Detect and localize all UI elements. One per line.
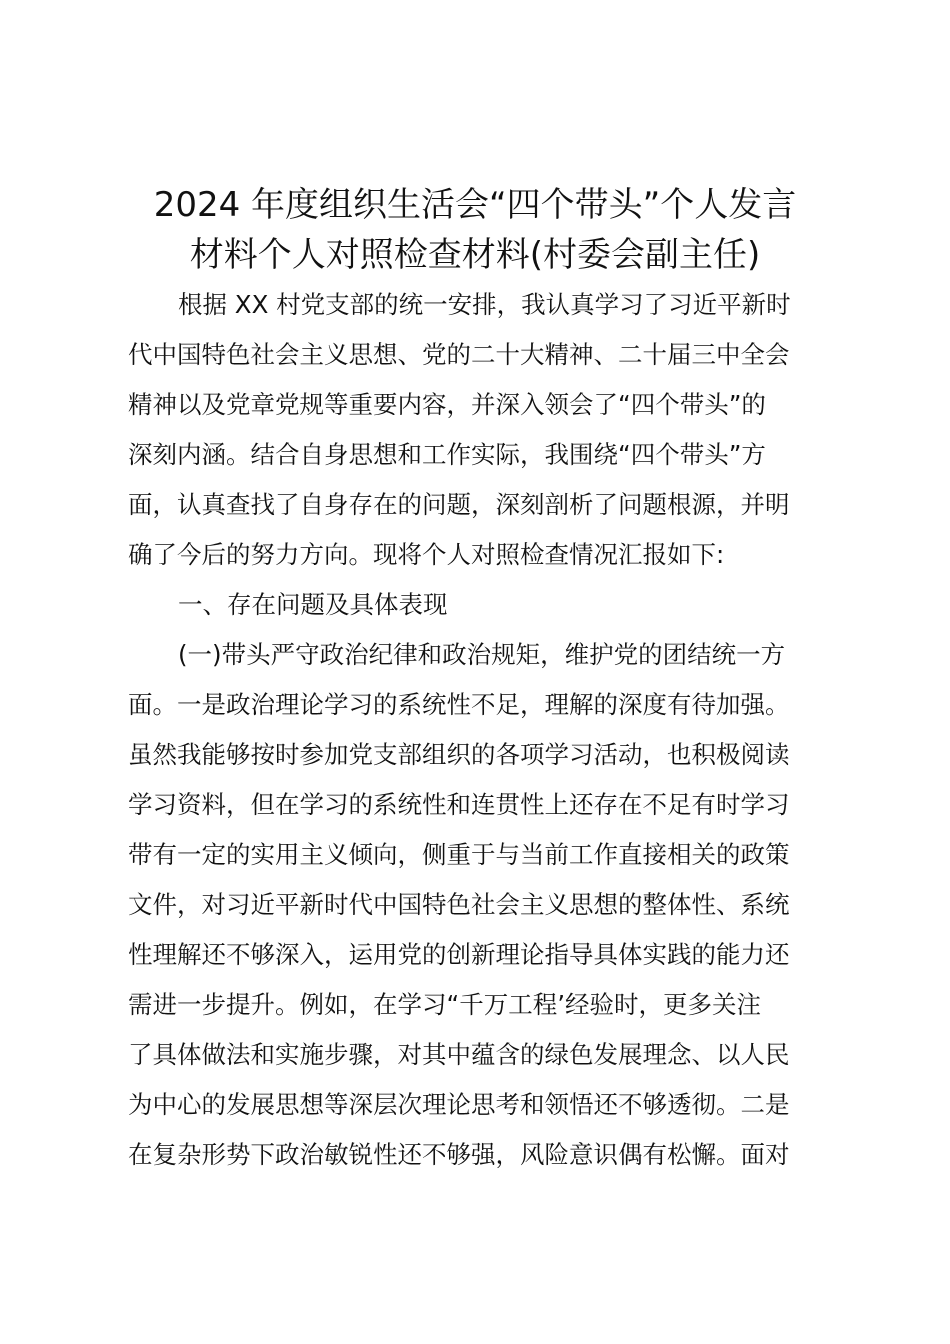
text-line: 带有一定的实用主义倾向，侧重于与当前工作直接相关的政策 <box>128 840 790 869</box>
section-paragraph <box>128 630 828 1180</box>
section-heading-text: 一、存在问题及具体表现 <box>178 590 448 619</box>
intro-paragraph <box>128 280 828 580</box>
text-line: 面。一是政治理论学习的系统性不足，理解的深度有待加强。 <box>128 690 790 719</box>
section-heading <box>128 580 828 630</box>
text-line: 精神以及党章党规等重要内容，并深入领会了“四个带头”的 <box>128 390 766 419</box>
title-line-2: 材料个人对照检查材料(村委会副主任) <box>189 235 761 275</box>
text-line: 性理解还不够深入，运用党的创新理论指导具体实践的能力还 <box>128 940 790 969</box>
text-line: 代中国特色社会主义思想、党的二十大精神、二十届三中全会 <box>128 340 790 369</box>
text-line: 在复杂形势下政治敏锐性还不够强，风险意识偶有松懈。面对 <box>128 1140 790 1169</box>
document-title <box>110 180 840 280</box>
text-line: 学习资料，但在学习的系统性和连贯性上还存在不足有时学习 <box>128 790 790 819</box>
text-line: (一)带头严守政治纪律和政治规矩，维护党的团结统一方 <box>178 640 786 669</box>
document-body <box>128 280 828 1180</box>
title-line-1: 2024 年度组织生活会“四个带头”个人发言 <box>153 185 797 225</box>
text-line: 根据 XX 村党支部的统一安排，我认真学习了习近平新时 <box>178 290 791 319</box>
text-line: 需进一步提升。例如，在学习“千万工程’经验时，更多关注 <box>128 990 761 1019</box>
text-line: 了具体做法和实施步骤，对其中蕴含的绿色发展理念、以人民 <box>128 1040 790 1069</box>
text-line: 虽然我能够按时参加党支部组织的各项学习活动，也积极阅读 <box>128 740 790 769</box>
text-line: 文件，对习近平新时代中国特色社会主义思想的整体性、系统 <box>128 890 790 919</box>
text-line: 深刻内涵。结合自身思想和工作实际，我围绕“四个带头”方 <box>128 440 766 469</box>
text-line: 为中心的发展思想等深层次理论思考和领悟还不够透彻。二是 <box>128 1090 790 1119</box>
text-line: 面，认真查找了自身存在的问题，深刻剖析了问题根源，并明 <box>128 490 790 519</box>
text-line: 确了今后的努力方向。现将个人对照检查情况汇报如下: <box>128 540 725 569</box>
